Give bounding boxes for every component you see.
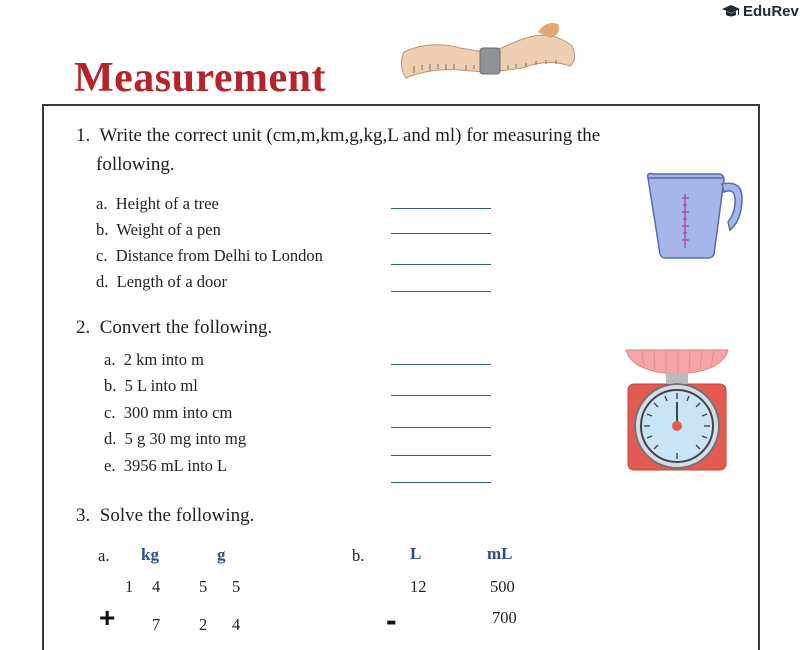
q3a-digit: 2 (199, 615, 208, 634)
q1-answer-line-a[interactable] (391, 208, 491, 209)
q3a-digit: 5 (199, 577, 208, 596)
q3-line (76, 502, 254, 530)
q1-answer-line-c[interactable] (391, 264, 491, 265)
q2-item-a: a. 2 km into m (104, 350, 204, 369)
q3a-operator-plus: + (99, 602, 116, 633)
q3a-digit: 4 (152, 577, 161, 596)
q3b-unit-l: L (410, 544, 422, 563)
q2-answer-line-e[interactable] (391, 482, 491, 483)
q1-text: Write the correct unit (cm,m,km,g,kg,L and ml) for measuring the (99, 125, 601, 146)
q1-item-c: c. Distance from Delhi to London (96, 246, 323, 265)
page-title: Measurement (74, 55, 326, 101)
q2-answer-line-b[interactable] (391, 395, 491, 396)
q3a-label: a. (98, 546, 110, 565)
q1-item-a: a. Height of a tree (96, 194, 219, 213)
q3b-value: 700 (492, 608, 517, 627)
weighing-scale-icon (622, 346, 732, 474)
q2-line (76, 314, 272, 342)
q2-item-b: b. 5 L into ml (104, 376, 198, 395)
q3-number: 3. (76, 505, 91, 526)
q2-answer-line-c[interactable] (391, 427, 491, 428)
q2-text: Convert the following. (99, 317, 273, 338)
q3b-unit-ml: mL (487, 544, 513, 563)
q3a-unit-g: g (217, 545, 226, 564)
q1-item-d: d. Length of a door (96, 272, 228, 291)
q1-line2: following. (96, 154, 175, 175)
q2-item-e: e. 3956 mL into L (104, 456, 228, 475)
q1-item-b: b. Weight of a pen (96, 220, 221, 239)
graduation-cap-icon (722, 5, 740, 19)
q3a-unit-kg: kg (141, 545, 159, 564)
q3-text: Solve the following. (99, 505, 255, 526)
q3a-digit: 4 (232, 615, 241, 634)
measuring-cup-icon (644, 172, 748, 260)
q1-line1 (76, 122, 600, 150)
q1-answer-line-d[interactable] (391, 291, 491, 292)
brand-logo (722, 3, 799, 20)
brand-name: EduRev (743, 3, 799, 20)
q2-number: 2. (76, 317, 91, 338)
q1-answer-line-b[interactable] (391, 233, 491, 234)
q3a-digit: 7 (152, 615, 161, 634)
q3b-value: 12 (410, 577, 427, 596)
measuring-tape-icon (400, 18, 578, 90)
q2-answer-line-d[interactable] (391, 455, 491, 456)
q1-number: 1. (76, 125, 91, 146)
q3b-value: 500 (490, 577, 515, 596)
q3b-operator-minus: - (386, 602, 397, 638)
q3a-digit: 5 (232, 577, 241, 596)
q2-item-c: c. 300 mm into cm (104, 403, 233, 422)
q2-item-d: d. 5 g 30 mg into mg (104, 429, 247, 448)
q2-answer-line-a[interactable] (391, 364, 491, 365)
q3a-digit: 1 (125, 577, 134, 596)
q3b-label: b. (352, 546, 365, 565)
